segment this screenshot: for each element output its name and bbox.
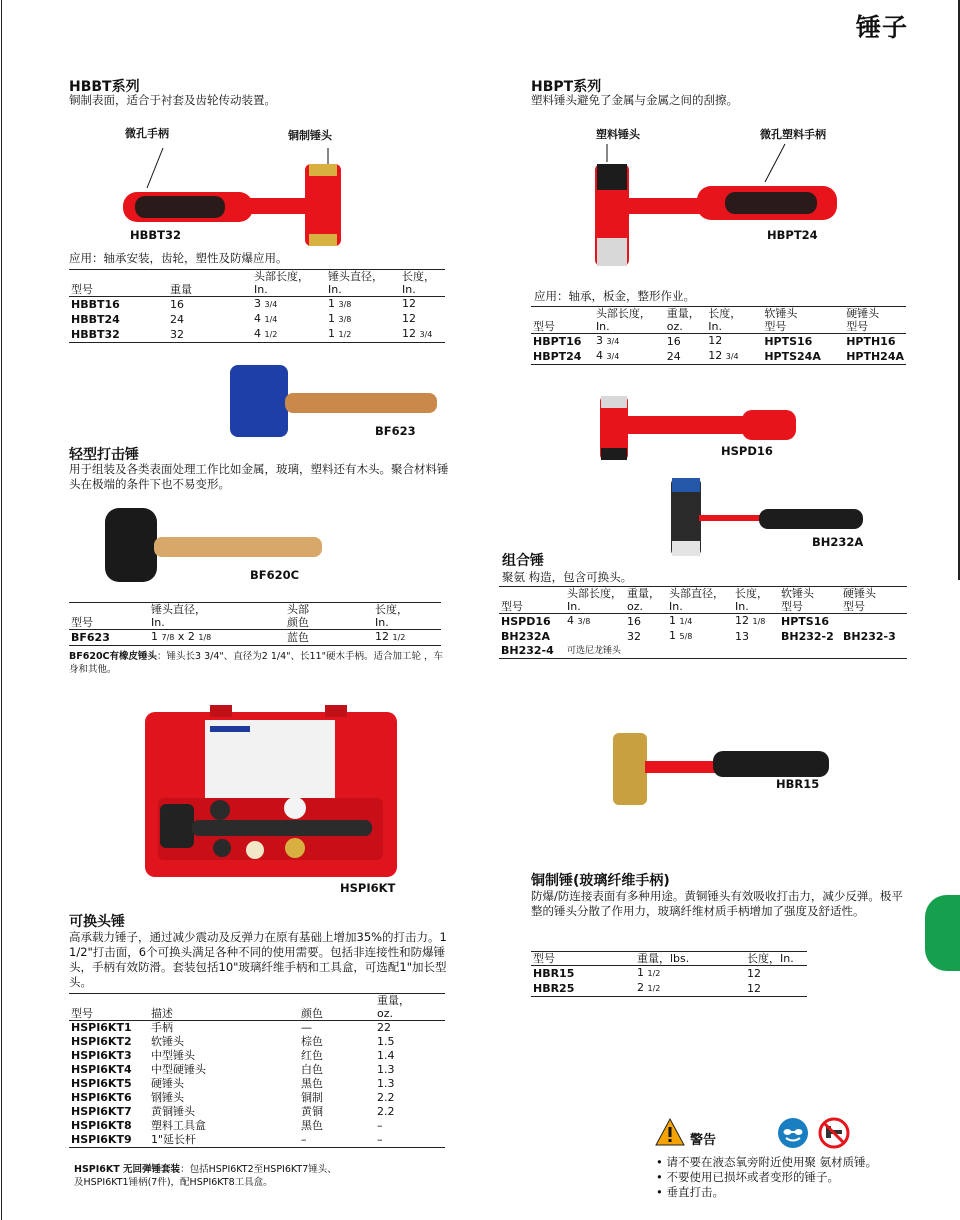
warning-icon: [654, 1117, 686, 1147]
header-model: 型号: [531, 952, 635, 966]
bf623-image-label: BF623: [375, 424, 416, 438]
table-row: HBBT32 32 4 1/2 1 1/2 12 3/4: [69, 327, 445, 343]
hbbt-callout-handle: 微孔手柄: [125, 127, 169, 140]
list-item: • 垂直打击。: [656, 1185, 877, 1200]
combo-title: 组合锤: [502, 553, 544, 569]
hbbt-image-label: HBBT32: [130, 228, 182, 242]
hbbt-title: HBBT系列: [69, 79, 140, 95]
table-row: HSPI6KT8 塑料工具盒 黑色 –: [71, 1119, 383, 1132]
hbpt-spec-table: 头部长度， 重量， 长度， 软锤头 硬锤头 型号 In. oz. In. 型号 型号 HBPT16 3 3/4 16 12 HPTS16 HPTH16 HBPT24 4 3/4 24 12 3/4 HPTS24A HPTH24A: [533, 307, 904, 363]
bf-spec-table: 锤头直径， 头部 长度， 型号 In. 颜色 In. BF623 1 7/8 x 2 1/8 蓝色 12 1/2: [69, 602, 441, 646]
kit-title: 可换头锤: [69, 914, 125, 930]
table-row: HSPI6KT7 黄铜锤头 黄铜 2.2: [71, 1105, 395, 1118]
page-frame-left: [1, 0, 2, 1220]
table-row: HBPT16 3 3/4 16 12 HPTS16 HPTH16: [533, 334, 896, 348]
table-row: HBR25 2 1/2 12: [531, 981, 807, 997]
page-title: 锤子: [855, 13, 908, 42]
kit-spec-table: 重量， 型号 描述 颜色 oz. HSPI6KT1 手柄 — 22 HSPI6KT2 软锤头 棕色 1.5 HSPI6KT3 中型锤头 红色 1.4 HSPI6KT4 中型硬锤头 白色 1.3 HSPI6KT5 硬锤头 黑色 1.3 HSPI6KT6 钢锤头 铜制 2.2 HSPI6KT7 黄铜锤头 黄铜 2.2 HSPI6KT8 塑料工具盒 黑色 – HSPI6KT9 1"延长杆 – –: [69, 993, 445, 1148]
table-row: HSPI6KT3 中型锤头 红色 1.4: [71, 1049, 395, 1062]
hbbt-desc: 铜制表面，适合于衬套及齿轮传动装置。: [69, 93, 276, 107]
table-row: HSPI6KT2 软锤头 棕色 1.5: [71, 1035, 395, 1048]
hspi6kt-image-label: HSPI6KT: [340, 881, 396, 895]
hbpt-callout-head: 塑料锤头: [596, 128, 640, 141]
kit-desc: 高承载力锤子，通过减少震动及反弹力在原有基础上增加35%的打击力。1 1/2"打击面，6个可换头满足各种不同的使用需要。包括非连接性和防爆锤头，手柄有效防滑。套装包括10"玻璃纤维手柄和工具盒，可选配1"加长型头。: [69, 930, 447, 989]
brass-spec-table: 型号 重量，lbs. 长度，In. HBR15 1 1/2 12 HBR25 2 1/2 12: [531, 951, 807, 997]
header-model: 型号: [69, 283, 168, 297]
table-row: HSPI6KT4 中型硬锤头 白色 1.3: [71, 1063, 395, 1076]
soft-face-title: 轻型打击锤: [69, 447, 139, 463]
hbbt-spec-table: 头部长度， 锤头直径， 长度， 型号 重量 In. In. In. HBBT16 16 3 3/4 1 3/8 12 HBBT24 24 4 1/4 1 3/8 12 HBBT32 32 4 1/2 1 1/2 12 3/4: [69, 269, 445, 343]
table-row: HBR15 1 1/2 12: [533, 966, 761, 980]
header-model: 型号: [499, 600, 565, 614]
hspd16-image-label: HSPD16: [721, 444, 773, 458]
hbpt24-hammer-image: [585, 140, 845, 270]
hbpt-image-label: HBPT24: [767, 228, 818, 242]
table-row: HBBT16 16 3 3/4 1 3/8 12: [71, 297, 416, 311]
hbpt-desc: 塑料锤头避免了金属与金属之间的刮擦。: [531, 93, 738, 107]
bf620c-note: BF620C有橡皮锤头：锤头长3 3/4"、直径为2 1/4"、长11"硬木手柄。适合加工轮 ，车身和其他。: [69, 651, 443, 675]
kit-note: HSPI6KT 无回弹锤套装：包括HSPI6KT2至HSPI6KT7锤头、 及HSPI6KT1锤柄(7件)，配HSPI6KT8工具盒。: [74, 1164, 337, 1188]
header: [69, 270, 168, 284]
bh232a-image-label: BH232A: [812, 535, 864, 549]
table-row: BH232-4 可选尼龙锤头: [499, 644, 907, 659]
hbbt-callout-head: 铜制锤头: [288, 129, 332, 142]
list-item: • 请不要在液态氧旁附近使用聚 氨材质锤。: [656, 1155, 877, 1170]
combo-spec-table: 头部长度， 重量， 头部直径， 长度， 软锤头 硬锤头 型号 In. oz. In. In. 型号 型号 HSPD16 4 3/8 16 1 1/4 12 1/8 HPTS16 BH232A 32 1 5/8 13 BH232-2 BH232-3 BH232-4 可选尼龙锤头: [499, 586, 907, 659]
warning-title: 警告: [690, 1133, 717, 1148]
header-model: 型号: [531, 320, 594, 334]
table-row: BF623 1 7/8 x 2 1/8 蓝色 12 1/2: [69, 630, 441, 646]
bf620c-image-label: BF620C: [250, 568, 300, 582]
warning-list: [656, 1155, 877, 1200]
header-model: 型号: [69, 616, 149, 630]
soft-face-desc: 用于组装及各类表面处理工作比如金属，玻璃，塑料还有木头。聚合材料锤头在极端的条件下也不易变形。: [69, 462, 449, 491]
list-item: • 不要使用已损坏或者变形的锤子。: [656, 1170, 877, 1185]
hbpt-callout-handle: 微孔塑料手柄: [760, 128, 826, 141]
hbpt-application: 应用：轴承，板金，整形作业。: [534, 289, 695, 303]
no-hammer-icon: [818, 1117, 850, 1149]
table-row: HSPI6KT6 钢锤头 铜制 2.2: [71, 1091, 395, 1104]
table-row: HSPI6KT9 1"延长杆 – –: [69, 1133, 445, 1148]
table-row: HBBT24 24 4 1/4 1 3/8 12: [71, 312, 416, 326]
hbbt-application: 应用：轴承安装，齿轮，塑性及防爆应用。: [69, 251, 288, 265]
table-row: BH232A 32 1 5/8 13 BH232-2 BH232-3: [501, 629, 896, 643]
hbr15-image-label: HBR15: [776, 777, 820, 791]
section-tab: [925, 895, 960, 971]
brass-desc: 防爆/防连接表面有多种用途。黄铜锤头有效吸收打击力，减少反弹。极平整的锤头分散了作用力，玻璃纤维材质手柄增加了强度及舒适性。: [531, 889, 903, 918]
eye-protection-icon: [777, 1117, 809, 1149]
table-row: HSPI6KT1 手柄 — 22: [71, 1021, 391, 1034]
table-row: HSPD16 4 3/8 16 1 1/4 12 1/8 HPTS16: [501, 614, 830, 628]
header-model: 型号: [69, 1007, 149, 1021]
combo-desc: 聚氨 构造，包含可换头。: [502, 570, 633, 584]
hspi6kt-kit-image: [140, 700, 405, 885]
hbr15-hammer-image: [605, 725, 835, 810]
hbpt-title: HBPT系列: [531, 79, 602, 95]
table-row: HBPT24 4 3/4 24 12 3/4 HPTS24A HPTH24A: [533, 349, 904, 363]
brass-title: 铜制锤(玻璃纤维手柄): [531, 873, 670, 889]
table-row: HSPI6KT5 硬锤头 黑色 1.3: [71, 1077, 395, 1090]
